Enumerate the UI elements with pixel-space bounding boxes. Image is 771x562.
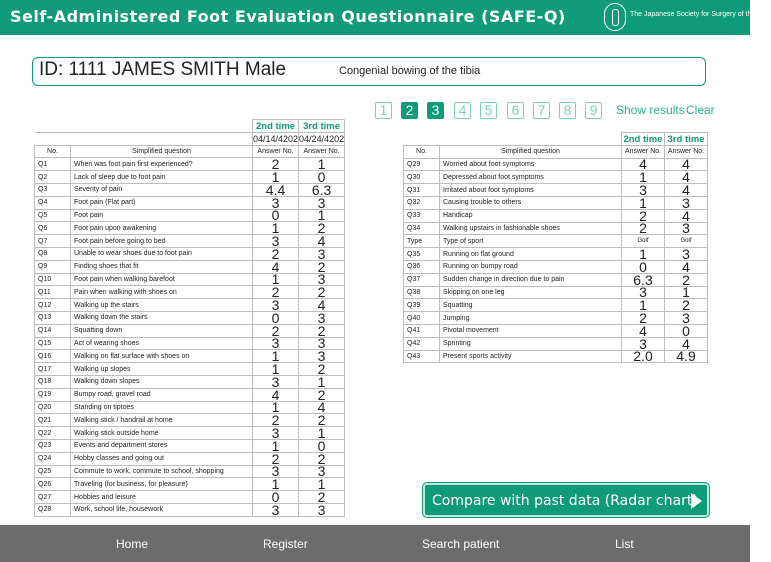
table-row [404,350,708,363]
answer-2nd: 3 [253,375,299,388]
question-text: When was foot pain first experienced? [71,158,253,171]
question-number: Q29 [404,158,440,171]
answer-2nd: 2 [253,414,299,427]
question-number: Q4 [35,196,71,209]
question-text: Lack of sleep due to foot pain [71,171,253,184]
answer-3rd: 4 [665,209,708,222]
table-row [404,312,708,325]
answer-2nd: 0 [253,491,299,504]
answer-3rd: 3 [665,196,708,209]
table-row [35,465,345,478]
question-text: Walking down slopes [71,375,253,388]
answer-2nd: 0 [253,209,299,222]
answer-3rd: 1 [299,209,345,222]
question-number: Q34 [404,222,440,235]
question-text: Foot pain [71,209,253,222]
answer-2nd: 3 [253,196,299,209]
answer-3rd: 2 [299,363,345,376]
page-button-7[interactable]: 7 [533,102,550,119]
answer-3rd: Golf [665,235,708,248]
answer-3rd: 4 [299,235,345,248]
answer-3rd: 1 [299,158,345,171]
question-text: Standing on tiptoes [71,401,253,414]
question-number: Q43 [404,350,440,363]
question-text: Worried about foot symptoms [440,158,622,171]
society-logo-icon [604,3,626,31]
table-row [35,260,345,273]
question-text: Walking stick / handrail at home [71,414,253,427]
question-number: Type [404,235,440,248]
table-row [35,350,345,363]
question-text: Events and department stores [71,439,253,452]
answer-2nd: 1 [253,363,299,376]
col-header-question: Simplified question [440,145,622,158]
question-text: Pivotal movement [440,324,622,337]
answer-3rd: 2 [665,299,708,312]
answer-3rd: 2 [299,222,345,235]
show-results-link[interactable]: Show results [616,103,685,117]
question-number: Q31 [404,184,440,197]
question-text: Walking upstairs in fashionable shoes [440,222,622,235]
question-text: Irritated about foot symptoms [440,184,622,197]
answer-2nd: 1 [253,171,299,184]
right-table-body [404,158,708,363]
question-text: Commute to work, commute to school, shopping [71,465,253,478]
answer-2nd: 2 [253,158,299,171]
answer-3rd: 2 [299,388,345,401]
question-number: Q40 [404,312,440,325]
table-row [404,248,708,261]
answer-2nd: 3 [253,465,299,478]
question-text: Traveling (for business, for pleasure) [71,478,253,491]
answer-2nd: 1 [622,196,665,209]
answer-3rd: 3 [299,247,345,260]
question-text: Causing trouble to others [440,196,622,209]
answer-3rd: 3 [299,503,345,516]
question-number: Q37 [404,273,440,286]
left-table-body [35,158,345,516]
answer-3rd: 2 [299,260,345,273]
question-number: Q35 [404,248,440,261]
question-number: Q41 [404,324,440,337]
table-row [35,311,345,324]
answer-3rd: 3 [299,465,345,478]
question-number: Q21 [35,414,71,427]
compare-button-label: Compare with past data (Radar chart) [432,493,698,509]
col-header-question: Simplified question [71,145,253,158]
table-row [35,183,345,196]
question-number: Q8 [35,247,71,260]
question-number: Q5 [35,209,71,222]
question-number: Q22 [35,427,71,440]
app-title: Self-Administered Foot Evaluation Questionnaire (SAFE-Q) [10,7,566,26]
question-text: Handicap [440,209,622,222]
col-header-answer-2nd: Answer No. [253,145,299,158]
answer-2nd: 1 [622,171,665,184]
answer-2nd: 1 [622,248,665,261]
nav-search-patient[interactable]: Search patient [422,537,500,551]
questions-table-right [403,132,708,363]
page-button-1[interactable]: 1 [375,102,392,119]
answer-3rd: 4 [665,260,708,273]
answer-2nd: 2 [622,222,665,235]
question-text: Severity of pain [71,183,253,196]
answer-3rd: 0 [299,171,345,184]
col-header-no: No. [404,145,440,158]
question-number: Q10 [35,273,71,286]
answer-2nd: 1 [622,299,665,312]
question-text: Act of wearing shoes [71,337,253,350]
question-number: Q13 [35,311,71,324]
answer-2nd: 1 [253,478,299,491]
bottom-nav [0,525,750,562]
page-button-4[interactable]: 4 [454,102,471,119]
question-text: Sudden change in direction due to pain [440,273,622,286]
answer-3rd: 4 [665,158,708,171]
question-number: Q6 [35,222,71,235]
question-number: Q2 [35,171,71,184]
answer-3rd: 1 [299,427,345,440]
third-time-header: 3rd time [665,133,708,146]
answer-2nd: 2 [622,312,665,325]
answer-3rd: 1 [665,286,708,299]
question-text: Bumpy road, gravel road [71,388,253,401]
question-number: Q15 [35,337,71,350]
answer-2nd: 1 [253,273,299,286]
table-row [35,209,345,222]
second-time-date: 04/14/4202 [253,133,299,144]
table-row [404,196,708,209]
answer-2nd: 0 [253,311,299,324]
question-number: Q9 [35,260,71,273]
question-text: Squatting [440,299,622,312]
question-number: Q7 [35,235,71,248]
question-number: Q25 [35,465,71,478]
answer-3rd: 2 [665,273,708,286]
question-text: Hobby classes and going out [71,452,253,465]
question-number: Q16 [35,350,71,363]
table-row [35,324,345,337]
nav-home[interactable]: Home [116,537,149,551]
answer-2nd: 3 [253,503,299,516]
second-time-header: 2nd time [253,120,299,133]
answer-3rd: 3 [299,196,345,209]
answer-3rd: 1 [299,375,345,388]
app-header [0,0,771,35]
patient-diagnosis: Congenial bowing of the tibia [339,65,481,77]
answer-3rd: 2 [299,414,345,427]
answer-2nd: 2 [622,209,665,222]
col-header-answer-3rd: Answer No. [299,145,345,158]
question-text: Sprinting [440,337,622,350]
table-row [404,286,708,299]
question-text: Depressed about foot symptoms [440,171,622,184]
answer-2nd: 6.3 [622,273,665,286]
answer-2nd: 4 [253,260,299,273]
answer-2nd: 4 [622,158,665,171]
table-row [35,363,345,376]
answer-3rd: 4.9 [665,350,708,363]
answer-2nd: 0 [622,260,665,273]
question-text: Running on flat ground [440,248,622,261]
answer-2nd: 2.0 [622,350,665,363]
table-row [35,401,345,414]
table-row [35,427,345,440]
page-button-2[interactable]: 2 [401,102,418,119]
question-text: Work, school life, housework [71,503,253,516]
patient-info-box [32,57,706,86]
answer-3rd: 3 [665,312,708,325]
question-text: Walking stick outside home [71,427,253,440]
nav-list[interactable]: List [615,537,634,551]
answer-2nd: 2 [253,247,299,260]
answer-3rd: 4 [665,184,708,197]
third-time-header: 3rd time [299,120,345,133]
answer-3rd: 4 [665,337,708,350]
page-button-8[interactable]: 8 [559,102,576,119]
question-text: Foot pain before going to bed [71,235,253,248]
table-row [404,235,708,248]
answer-3rd: 3 [299,337,345,350]
table-row [35,337,345,350]
question-number: Q27 [35,491,71,504]
table-row [404,222,708,235]
patient-id-name: ID: 1111 JAMES SMITH Male [39,59,287,80]
clear-link[interactable]: Clear [686,103,715,117]
second-time-header: 2nd time [623,133,663,145]
table-row [35,478,345,491]
table-row [35,414,345,427]
table-row [35,286,345,299]
answer-3rd: 3 [665,222,708,235]
compare-radar-chart-button[interactable] [423,483,709,517]
answer-3rd: 0 [299,439,345,452]
answer-2nd: 2 [253,324,299,337]
question-text: Walking on flat surface with shoes on [71,350,253,363]
table-row [35,158,345,171]
answer-3rd: 4 [665,171,708,184]
question-number: Q14 [35,324,71,337]
question-text: Hobbies and leisure [71,491,253,504]
table-row [404,209,708,222]
answer-2nd: 2 [253,452,299,465]
answer-3rd: 4 [299,401,345,414]
answer-3rd: 6.3 [299,183,345,196]
table-row [404,184,708,197]
answer-3rd: 2 [299,452,345,465]
question-text: Walking down the stairs [71,311,253,324]
question-text: Squatting down [71,324,253,337]
table-row [35,452,345,465]
question-number: Q3 [35,183,71,196]
table-row [35,222,345,235]
table-row [404,158,708,171]
page-button-9[interactable]: 9 [585,102,602,119]
question-text: Skipping on one leg [440,286,622,299]
nav-register[interactable]: Register [263,537,308,551]
table-row [35,388,345,401]
table-row [35,375,345,388]
answer-3rd: 2 [299,491,345,504]
question-text: Finding shoes that fit [71,260,253,273]
answer-3rd: 0 [665,324,708,337]
page-button-6[interactable]: 6 [507,102,524,119]
third-time-date: 04/24/4202 [299,133,345,144]
question-number: Q42 [404,337,440,350]
question-text: Walking up the stairs [71,299,253,312]
table-row [35,247,345,260]
answer-2nd: 3 [622,184,665,197]
question-number: Q26 [35,478,71,491]
answer-3rd: 4 [299,299,345,312]
society-name: The Japanese Society for Surgery of the Foot [630,11,771,18]
answer-2nd: 1 [253,439,299,452]
page-button-5[interactable]: 5 [480,102,497,119]
question-text: Foot pain when walking barefoot [71,273,253,286]
answer-2nd: 3 [253,337,299,350]
question-number: Q19 [35,388,71,401]
question-text: Foot pain (Flat part) [71,196,253,209]
question-number: Q1 [35,158,71,171]
question-number: Q32 [404,196,440,209]
question-text: Jumping [440,312,622,325]
question-number: Q36 [404,260,440,273]
table-row [404,273,708,286]
question-number: Q20 [35,401,71,414]
table-row [404,337,708,350]
table-row [35,235,345,248]
answer-2nd: 4.4 [253,183,299,196]
answer-2nd: 1 [253,401,299,414]
question-number: Q30 [404,171,440,184]
question-number: Q33 [404,209,440,222]
table-row [404,171,708,184]
page-button-3[interactable]: 3 [427,102,444,119]
table-row [35,439,345,452]
question-text: Present sports activity [440,350,622,363]
col-header-no: No. [35,145,71,158]
table-row [35,273,345,286]
table-row [35,503,345,516]
question-text: Foot pain upon awakening [71,222,253,235]
table-row [35,196,345,209]
answer-2nd: 4 [622,324,665,337]
answer-2nd: 3 [622,286,665,299]
table-row [35,299,345,312]
answer-2nd: 3 [253,299,299,312]
table-row [404,299,708,312]
questions-table-left [34,119,345,517]
question-text: Walking up slopes [71,363,253,376]
play-triangle-icon [691,493,702,509]
question-number: Q11 [35,286,71,299]
answer-3rd: 3 [299,311,345,324]
answer-3rd: 3 [299,350,345,363]
answer-2nd: 3 [622,337,665,350]
question-number: Q18 [35,375,71,388]
table-row [404,324,708,337]
answer-3rd: 2 [299,286,345,299]
table-row [404,260,708,273]
question-text: Pain when walking with shoes on [71,286,253,299]
answer-2nd: Golf [622,235,665,248]
answer-3rd: 2 [299,324,345,337]
question-number: Q12 [35,299,71,312]
question-text: Type of sport [440,235,622,248]
question-number: Q38 [404,286,440,299]
question-number: Q24 [35,452,71,465]
question-number: Q17 [35,363,71,376]
answer-3rd: 1 [299,478,345,491]
answer-3rd: 3 [665,248,708,261]
answer-2nd: 4 [253,388,299,401]
answer-2nd: 1 [253,222,299,235]
answer-2nd: 2 [253,286,299,299]
table-row [35,491,345,504]
answer-2nd: 3 [253,427,299,440]
answer-3rd: 3 [299,273,345,286]
question-number: Q28 [35,503,71,516]
question-text: Running on bumpy road [440,260,622,273]
col-header-answer-3rd: Answer No. [665,145,708,158]
answer-2nd: 3 [253,235,299,248]
col-header-answer-2nd: Answer No. [622,145,665,158]
question-number: Q39 [404,299,440,312]
answer-2nd: 1 [253,350,299,363]
table-row [35,171,345,184]
question-text: Unable to wear shoes due to foot pain [71,247,253,260]
question-number: Q23 [35,439,71,452]
